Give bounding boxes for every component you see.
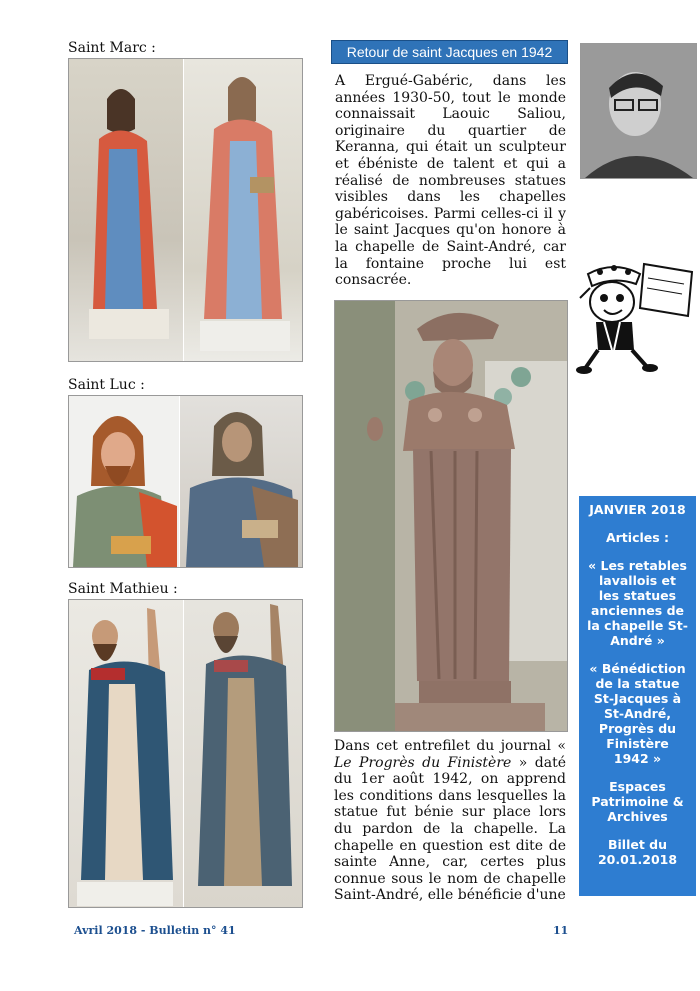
- saint-luc-photo: [68, 395, 303, 568]
- journal-name: Le Progrès du Finistère: [334, 754, 512, 771]
- sidebar-article-2[interactable]: « Bénédiction de la statue St-Jacques à St-André, Progrès du Finistère 1942 »: [589, 661, 686, 766]
- saint-mathieu-photo: [68, 599, 303, 908]
- caption-saint-luc: Saint Luc :: [68, 377, 145, 393]
- caption-saint-mathieu: Saint Mathieu :: [68, 581, 178, 597]
- sidebar-espaces: Espaces Patrimoine & Archives: [591, 779, 684, 824]
- info-sidebar: [579, 496, 696, 896]
- article-paragraph-2: [334, 738, 566, 904]
- saint-marc-statue-left: [69, 59, 183, 361]
- saint-luc-statue-left: [69, 396, 179, 567]
- footer-bulletin: Avril 2018 - Bulletin n° 41: [74, 924, 236, 937]
- sidebar-article-1[interactable]: « Les retables lavallois et les statues anciennes de la chapelle St-André »: [587, 558, 688, 648]
- newsboy-mascot-illustration: [574, 258, 696, 376]
- saint-mathieu-statue-left: [69, 600, 183, 907]
- caption-saint-marc: Saint Marc :: [68, 40, 156, 56]
- paragraph-2-intro: Dans cet entrefilet du journal «: [334, 738, 566, 754]
- saint-jacques-statue-photo: [334, 300, 568, 732]
- sidebar-date: JANVIER 2018: [589, 502, 686, 517]
- sidebar-articles-label: Articles :: [605, 530, 670, 545]
- sidebar-billet: Billet du 20.01.2018: [597, 837, 678, 867]
- paragraph-2-rest: » daté du 1er août 1942, on apprend les conditions dans lesquelles la statue fut bénie sur place lors du pardon de la chapelle. La chapelle en question est dite de sainte Anne, car, certes plus connue sous le nom de chapelle Saint-André, elle bénéficie d'une: [334, 754, 567, 904]
- article-paragraph-1: A Ergué-Gabéric, dans les années 1930-50, tout le monde connaissait Laouic Saliou, originaire du quartier de Keranna, qui était un sculpteur et ébéniste de talent et qui a réalisé de nombreuses statues visibles dans les chapelles gabéricoises. Parmi celles-ci il y le saint Jacques qu'on honore à la chapelle de Saint-André, car la fontaine proche lui est consacrée.: [335, 73, 566, 289]
- portrait-photo: [580, 43, 697, 179]
- footer-page-number: 11: [553, 924, 569, 937]
- saint-mathieu-statue-right: [184, 600, 302, 907]
- saint-luc-statue-right: [180, 396, 302, 567]
- saint-marc-statue-right: [184, 59, 302, 361]
- article-title-banner: Retour de saint Jacques en 1942: [331, 40, 568, 64]
- saint-marc-photo: [68, 58, 303, 362]
